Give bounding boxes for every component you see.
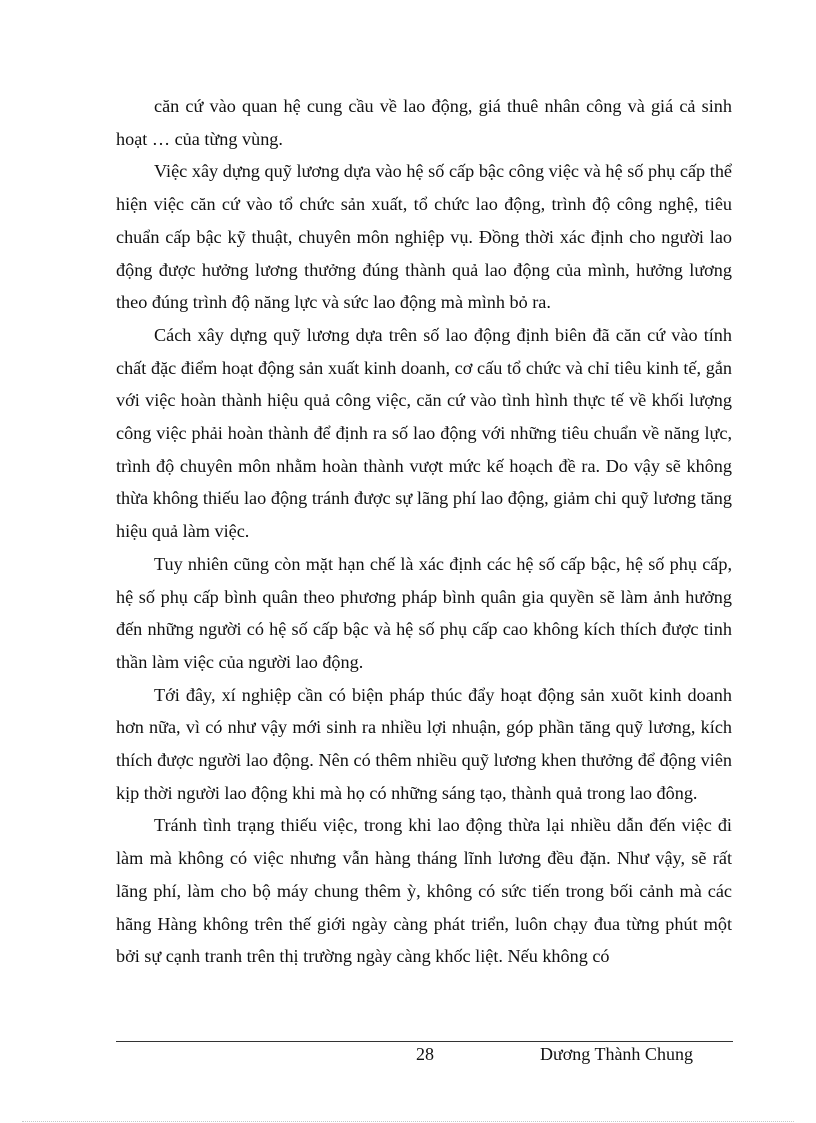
body-text [116,90,732,973]
page-number: 28 [416,1044,434,1064]
paragraph: Tuy nhiên cũng còn mặt hạn chế là xác định các hệ số cấp bậc, hệ số phụ cấp, hệ số phụ cấp bình quân theo phương pháp bình quân gia quyền sẽ làm ảnh hưởng đến những người có hệ số cấp bậc và hệ số phụ cấp cao không kích thích được tinh thần làm việc của người lao động. [116,553,732,672]
paragraph: Tới đây, xí nghiệp cần có biện pháp thúc đẩy hoạt động sản xuõt kinh doanh hơn nữa, vì có như vậy mới sinh ra nhiều lợi nhuận, góp phần tăng quỹ lương, kích thích được người lao động. Nên có thêm nhiều quỹ lương khen thưởng để động viên kịp thời người lao động khi mà họ có những sáng tạo, thành quả trong lao đông. [116,684,732,803]
paragraph: Việc xây dựng quỹ lương dựa vào hệ số cấp bậc công việc và hệ số phụ cấp thể hiện việc căn cứ vào tổ chức sản xuất, tổ chức lao động, trình độ công nghệ, tiêu chuẩn cấp bậc kỹ thuật, chuyên môn nghiệp vụ. Đồng thời xác định cho người lao động được hưởng lương thưởng đúng thành quả lao động của mình, hưởng lương theo đúng trình độ năng lực và sức lao động mà mình bỏ ra. [116,161,732,313]
paragraph-continuation: căn cứ vào quan hệ cung cầu về lao động, giá thuê nhân công và giá cả sinh hoạt … của từng vùng. [116,96,732,149]
footer-divider [116,1041,733,1042]
footer-author: Dương Thành Chung [540,1044,693,1064]
paragraph: Cách xây dựng quỹ lương dựa trên số lao động định biên đã căn cứ vào tính chất đặc điểm hoạt động sản xuất kinh doanh, cơ cấu tổ chức và chỉ tiêu kinh tế, gắn với việc hoàn thành hiệu quả công việc, căn cứ vào tình hình thực tế về khối lượng công việc phải hoàn thành để định ra số lao động với những tiêu chuẩn về năng lực, trình độ chuyên môn nhằm hoàn thành vượt mức kế hoạch đề ra. Do vậy sẽ không thừa không thiếu lao động tránh được sự lãng phí lao động, giảm chi quỹ lương tăng hiệu quả làm việc. [116,324,732,542]
paragraph: Tránh tình trạng thiếu việc, trong khi lao động thừa lại nhiều dẫn đến việc đi làm mà không có việc nhưng vẫn hàng tháng lĩnh lương đều đặn. Như vậy, sẽ rất lãng phí, làm cho bộ máy chung thêm ỳ, không có sức tiến trong bối cảnh mà các hãng Hàng không trên thế giới ngày càng phát triển, luôn chạy đua từng phút một bởi sự cạnh tranh trên thị trường ngày càng khốc liệt. Nếu không có [116,815,732,967]
page-bottom-border [22,1121,794,1122]
